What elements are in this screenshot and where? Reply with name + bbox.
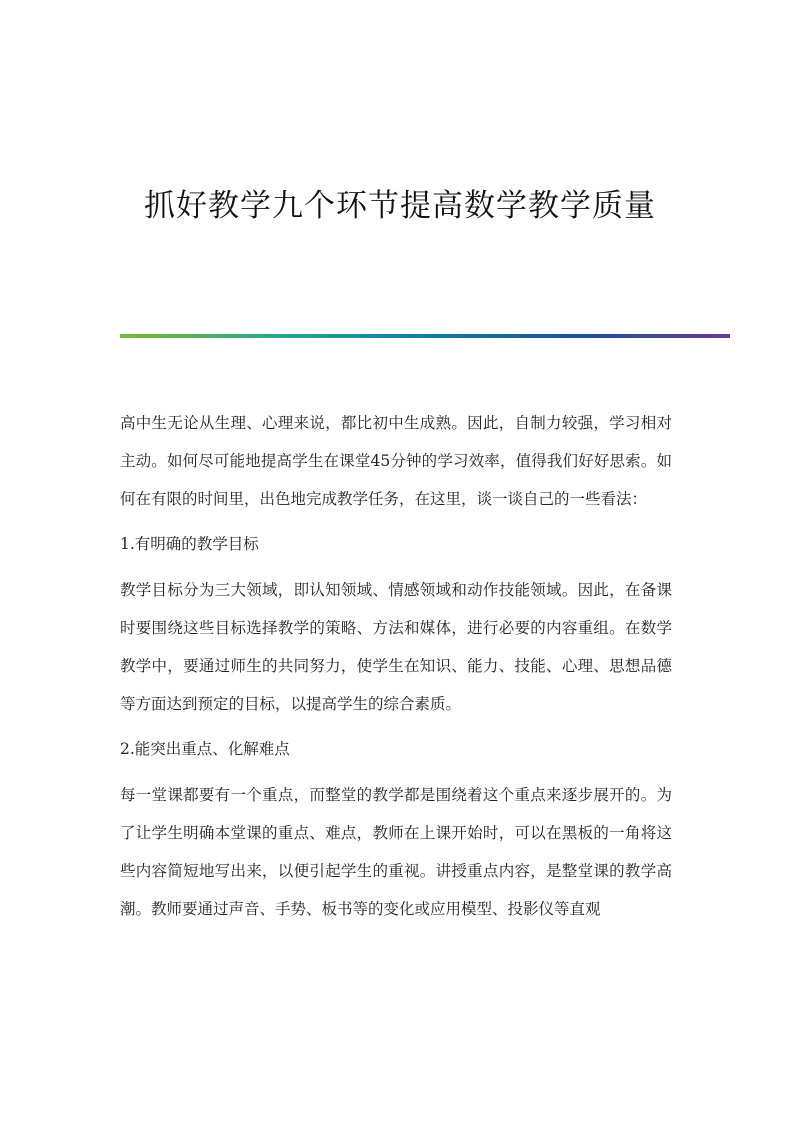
intro-paragraph: 高中生无论从生理、心理来说，都比初中生成熟。因此，自制力较强，学习相对主动。如何尽可能地提高学生在课堂45分钟的学习效率，值得我们好好思索。如何在有限的时间里，出色地完成教学任务，在这里，谈一谈自己的一些看法： — [120, 414, 672, 508]
title-divider — [120, 334, 730, 338]
section-heading-1: 1.有明确的教学目标 — [120, 535, 259, 554]
section-paragraph-1: 教学目标分为三大领域，即认知领域、情感领域和动作技能领域。因此，在备课时要围绕这些目标选择教学的策略、方法和媒体，进行必要的内容重组。在数学教学中，要通过师生的共同努力，使学生在知识、能力、技能、心理、思想品德等方面达到预定的目标，以提高学生的综合素质。 — [120, 581, 672, 713]
document-body — [120, 405, 672, 936]
document-title: 抓好教学九个环节提高数学教学质量 — [144, 188, 656, 224]
section-heading-2: 2.能突出重点、化解难点 — [120, 740, 290, 759]
section-paragraph-2: 每一堂课都要有一个重点，而整堂的教学都是围绕着这个重点来逐步展开的。为了让学生明确本堂课的重点、难点，教师在上课开始时，可以在黑板的一角将这些内容简短地写出来，以便引起学生的重视。讲授重点内容，是整堂课的教学高潮。教师要通过声音、手势、板书等的变化或应用模型、投影仪等直观 — [120, 786, 672, 918]
